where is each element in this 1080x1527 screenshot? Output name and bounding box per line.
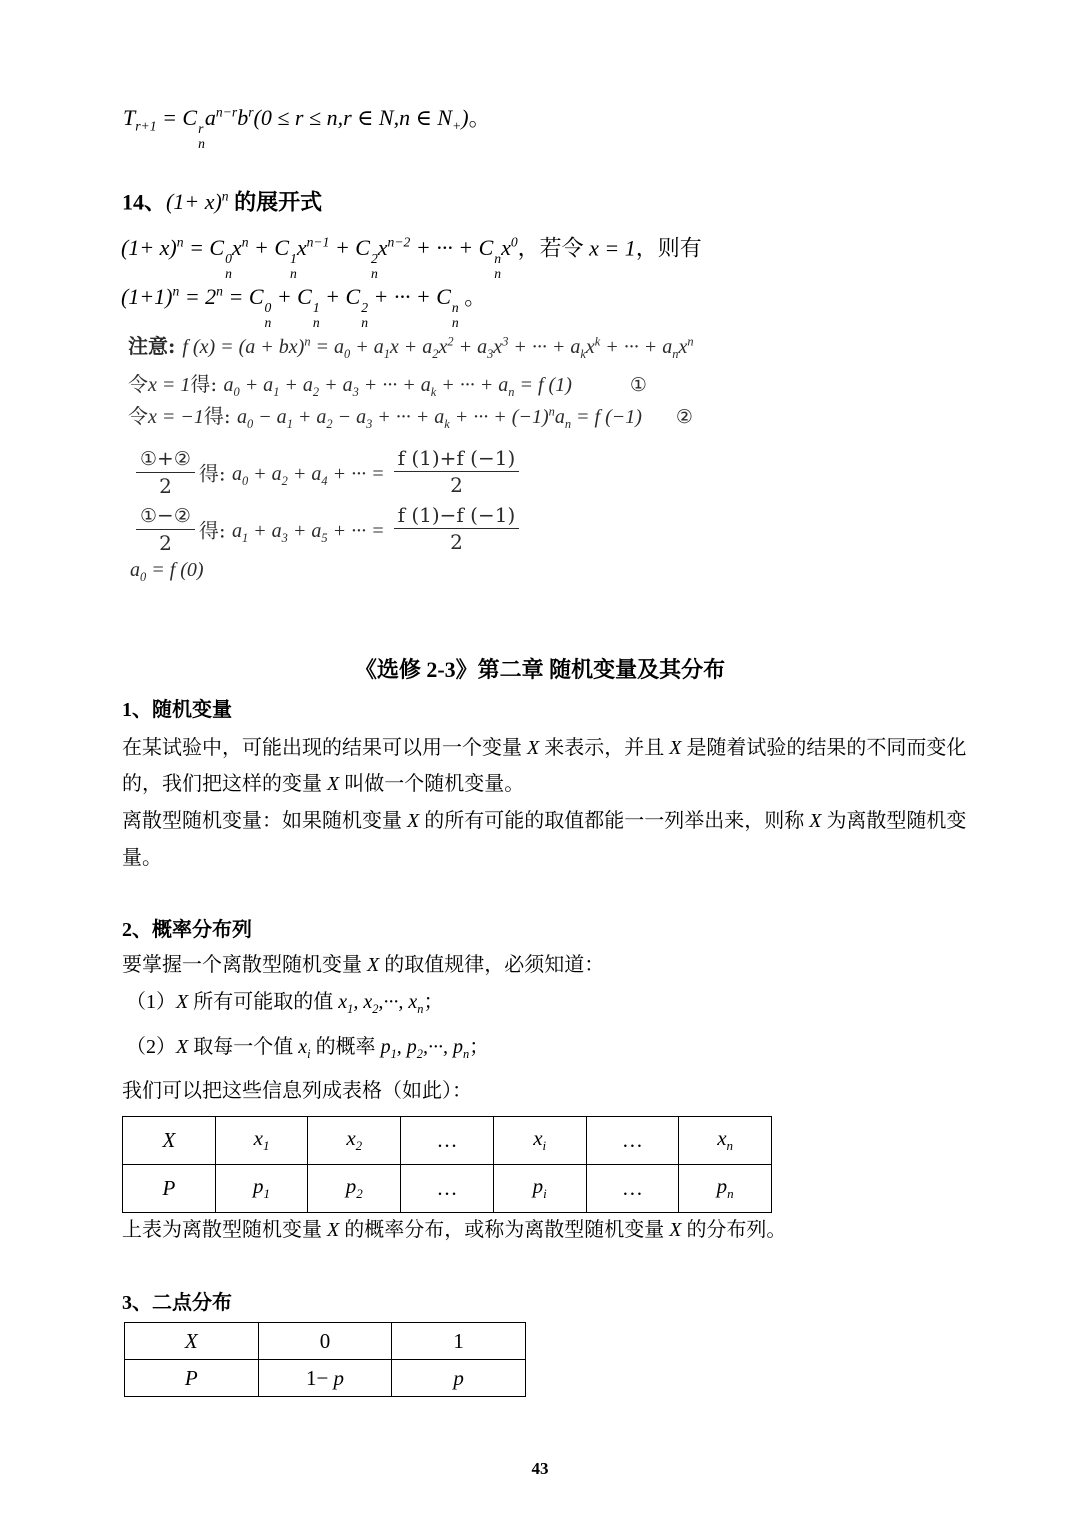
section-2-intro: 要掌握一个离散型随机变量 X 的取值规律，必须知道： bbox=[122, 954, 605, 976]
table-cell: p bbox=[392, 1360, 526, 1397]
table-cell: $x_1$ bbox=[215, 1117, 308, 1165]
formula-expansion-x: $(1+ x)^n = C$ 0 n $x^n + C$ 1 n $x^{n-1} + C$ 2 n $x^{n-2}$ + ··· + C n n $x^0$，若令 x = 1，则有 bbox=[121, 235, 702, 282]
table-cell: $x_2$ bbox=[308, 1117, 401, 1165]
paragraph-line: 的，我们把这样的变量 X 叫做一个随机变量。 bbox=[122, 773, 525, 795]
table-cell: … bbox=[586, 1165, 679, 1213]
table-cell: P bbox=[123, 1165, 216, 1213]
section-14-heading: 14、$(1+ x)^n$ 的展开式 bbox=[122, 189, 323, 215]
note-line-definition: 注意: f $(x) = (a + bx)^n = a_0 + a_1x + a_2x^2 + a_3x^3$ + ··· + $a_kx^k$ + ··· + $a_nx^n$ bbox=[128, 334, 694, 361]
table-cell: X bbox=[123, 1117, 216, 1165]
table-cell: 1 bbox=[392, 1323, 526, 1360]
note-line-odd-sum: $\frac{\text{①−②}}{2}$ 得: $a_1 + a_3 + a_5$ + ··· = $\frac{f (1)-f (-1)}{2}$ bbox=[132, 506, 523, 558]
section-2-heading: 2、概率分布列 bbox=[122, 919, 252, 941]
section-1-heading: 1、随机变量 bbox=[122, 699, 232, 721]
table-cell: … bbox=[586, 1117, 679, 1165]
formula-expansion-1: $(1+1)^n = 2^n = C$ 0 n + C 1 n + C 2 n + ··· + C n n 。 bbox=[121, 284, 487, 331]
table-cell: $p_n$ bbox=[679, 1165, 772, 1213]
table-cell: P bbox=[125, 1360, 259, 1397]
note-line-even-sum: $\frac{\text{①+②}}{2}$ 得: $a_0 + a_2 + a_4$ + ··· = $\frac{f (1)+f (-1)}{2}$ bbox=[132, 449, 523, 501]
table-caption: 上表为离散型随机变量 X 的概率分布，或称为离散型随机变量 X 的分布列。 bbox=[122, 1219, 787, 1241]
table-cell: 1− p bbox=[258, 1360, 392, 1397]
distribution-table bbox=[122, 1116, 772, 1213]
page-number: 43 bbox=[531, 1459, 549, 1478]
note-line-x-equals-minus-1: 令x = −1得: $a_0 - a_1 + a_2 - a_3$ + ··· + $a_k$ + ··· + $(-1)^na_n = f$ (−1) ② bbox=[128, 404, 693, 431]
section-2-pre-table: 我们可以把这些信息列成表格（如此）： bbox=[122, 1080, 472, 1102]
section-3-heading: 3、二点分布 bbox=[122, 1292, 232, 1314]
table-cell: $p_2$ bbox=[308, 1165, 401, 1213]
paragraph-line: 量。 bbox=[122, 847, 162, 869]
section-2-item-1: （1）X 所有可能取的值 $x_1$, $x_2,\cdot\cdot\cdot$, $x_n$； bbox=[126, 991, 444, 1016]
table-cell: $p_i$ bbox=[493, 1165, 586, 1213]
note-line-a0: $a_0 = f$ (0) bbox=[130, 559, 204, 584]
two-point-distribution-table bbox=[124, 1322, 526, 1397]
table-cell: $x_n$ bbox=[679, 1117, 772, 1165]
formula-binomial-term: $T_{r+1} = C$ r n $a^{n-r}b^r(0 \le r \le n,r$ ∈ N,n ∈ $N_+$)。 bbox=[123, 105, 491, 152]
section-2-item-2: （2）X 取每一个值 $x_i$ 的概率 $p_1$, $p_2,\cdot\cdot\cdot$, $p_n$； bbox=[126, 1036, 490, 1061]
table-cell: $p_1$ bbox=[215, 1165, 308, 1213]
table-cell: 0 bbox=[258, 1323, 392, 1360]
table-cell: … bbox=[401, 1165, 494, 1213]
table-cell: X bbox=[125, 1323, 259, 1360]
paragraph-line: 离散型随机变量：如果随机变量 X 的所有可能的取值都能一一列举出来，则称 X 为离散型随机变 bbox=[122, 810, 967, 832]
table-cell: $x_i$ bbox=[493, 1117, 586, 1165]
note-line-x-equals-1: 令x = 1得: $a_0 + a_1 + a_2 + a_3$ + ··· + $a_k$ + ··· + $a_n = f$ (1) ① bbox=[128, 372, 647, 399]
paragraph-line: 在某试验中，可能出现的结果可以用一个变量 X 来表示，并且 X 是随着试验的结果的不同而变化 bbox=[122, 737, 967, 759]
chapter-heading: 《选修 2-3》第二章 随机变量及其分布 bbox=[354, 657, 726, 682]
table-cell: … bbox=[401, 1117, 494, 1165]
